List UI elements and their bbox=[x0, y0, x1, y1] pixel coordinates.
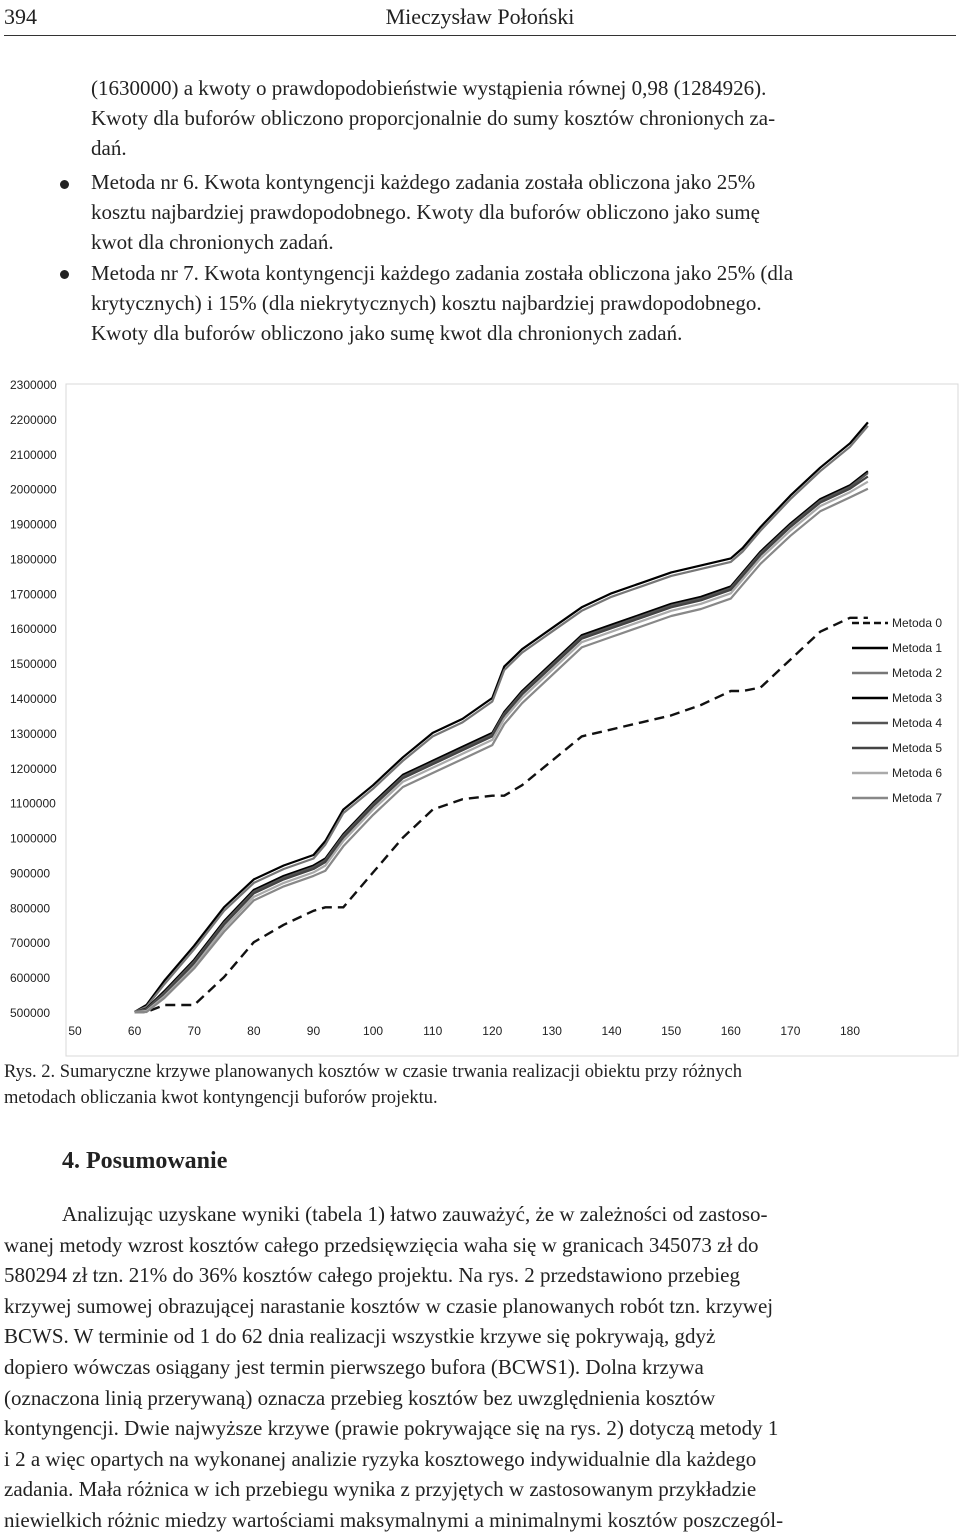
caption-line: metodach obliczania kwot kontyngencji buforów projektu. bbox=[4, 1088, 438, 1108]
x-tick-label: 100 bbox=[363, 1024, 384, 1038]
x-tick-label: 60 bbox=[127, 1024, 142, 1038]
y-tick-label: 1500000 bbox=[10, 657, 57, 672]
y-tick-label: 1700000 bbox=[10, 587, 57, 602]
body-paragraph bbox=[4, 1199, 958, 1536]
x-tick-label: 140 bbox=[601, 1024, 622, 1038]
y-tick-label: 2000000 bbox=[10, 482, 57, 497]
legend-label: Metoda 4 bbox=[892, 716, 943, 730]
running-head-author: Mieczysław Połoński bbox=[385, 4, 575, 29]
y-tick-label: 1000000 bbox=[10, 831, 57, 846]
x-tick-label: 130 bbox=[541, 1024, 562, 1038]
list-continuation-line: Kwoty dla buforów obliczono proporcjonalnie do sumy kosztów chronionych za- bbox=[91, 106, 776, 130]
list-item-method-6-line: kosztu najbardziej prawdopodobnego. Kwoty dla buforów obliczono jako sumę bbox=[91, 200, 760, 224]
x-tick-label: 170 bbox=[780, 1024, 801, 1038]
legend-label: Metoda 0 bbox=[892, 616, 943, 630]
body-line: niewielkich różnic miedzy wartościami maksymalnymi a minimalnymi kosztów poszczegól- bbox=[4, 1507, 784, 1532]
body-line: BCWS. W terminie od 1 do 62 dnia realizacji wszystkie krzywe się pokrywają, gdyż bbox=[4, 1324, 716, 1349]
legend-label: Metoda 5 bbox=[892, 741, 943, 755]
legend-label: Metoda 1 bbox=[892, 641, 943, 655]
y-tick-label: 700000 bbox=[10, 936, 51, 951]
legend-label: Metoda 6 bbox=[892, 766, 943, 780]
y-tick-label: 1300000 bbox=[10, 726, 57, 741]
x-tick-label: 150 bbox=[661, 1024, 682, 1038]
y-tick-label: 600000 bbox=[10, 971, 51, 986]
cumulative-cost-chart bbox=[0, 362, 960, 1058]
y-tick-label: 1600000 bbox=[10, 622, 57, 637]
x-tick-label: 110 bbox=[423, 1024, 443, 1038]
bullet-marker bbox=[60, 270, 69, 279]
list-item-method-6-line: kwot dla chronionych zadań. bbox=[91, 230, 334, 254]
legend-label: Metoda 2 bbox=[892, 666, 943, 680]
x-tick-label: 80 bbox=[247, 1024, 261, 1038]
list-item-method-7-line: krytycznych) i 15% (dla niekrytycznych) kosztu najbardziej prawdopodobnego. bbox=[91, 291, 762, 315]
caption-line: Rys. 2. Sumaryczne krzywe planowanych kosztów w czasie trwania realizacji obiektu przy różnych bbox=[4, 1062, 742, 1082]
list-continuation-line: (1630000) a kwoty o prawdopodobieństwie wystąpienia równej 0,98 (1284926). bbox=[91, 76, 767, 100]
legend-label: Metoda 7 bbox=[892, 791, 943, 805]
y-tick-label: 1400000 bbox=[10, 692, 57, 706]
body-line: 580294 zł tzn. 21% do 36% kosztów całego projektu. Na rys. 2 przedstawiono przebieg bbox=[4, 1263, 740, 1288]
x-tick-label: 160 bbox=[720, 1024, 741, 1038]
y-tick-label: 900000 bbox=[10, 866, 51, 881]
list-item-method-7-line: Metoda nr 7. Kwota kontyngencji każdego zadania została obliczona jako 25% (dla bbox=[91, 261, 794, 285]
page-header bbox=[0, 0, 960, 38]
list-item-method-6-line: Metoda nr 6. Kwota kontyngencji każdego zadania została obliczona jako 25% bbox=[91, 170, 756, 194]
y-tick-label: 500000 bbox=[10, 1006, 51, 1020]
body-line: (oznaczona linią przerywaną) oznacza przebieg kosztów bez uwzględnienia kosztów bbox=[4, 1385, 716, 1410]
bullet-marker bbox=[60, 180, 69, 189]
y-tick-label: 1800000 bbox=[10, 552, 57, 567]
header-rule bbox=[4, 35, 956, 36]
y-tick-label: 1900000 bbox=[10, 517, 57, 532]
x-tick-label: 90 bbox=[306, 1024, 321, 1038]
body-line: kontyngencji. Dwie najwyższe krzywe (prawie pokrywające się na rys. 2) dotyczą metody 1 bbox=[4, 1416, 779, 1441]
x-tick-label: 50 bbox=[68, 1024, 82, 1038]
x-tick-label: 180 bbox=[839, 1024, 861, 1038]
body-line: dopiero wówczas osiągany jest termin pierwszego bufora (BCWS1). Dolna krzywa bbox=[4, 1354, 704, 1379]
figure-caption bbox=[4, 1059, 904, 1111]
body-line: wanej metody wzrost kosztów całego przedsięwzięcia waha się w granicach 345073 zł do bbox=[4, 1232, 759, 1257]
y-tick-label: 1100000 bbox=[10, 796, 56, 811]
y-tick-label: 2300000 bbox=[10, 378, 57, 392]
y-tick-label: 800000 bbox=[10, 901, 51, 916]
y-tick-label: 1200000 bbox=[10, 761, 57, 776]
list-continuation-line: dań. bbox=[91, 136, 127, 160]
y-tick-label: 2100000 bbox=[10, 447, 57, 462]
legend-label: Metoda 3 bbox=[892, 691, 943, 705]
list-item-method-7-line: Kwoty dla buforów obliczono jako sumę kwot dla chronionych zadań. bbox=[91, 321, 683, 345]
body-line: zadania. Mała różnica w ich przebiegu wynika z przyjętych w zastosowanym przykładzie bbox=[4, 1477, 757, 1502]
y-tick-label: 2200000 bbox=[10, 412, 57, 427]
x-tick-label: 70 bbox=[187, 1024, 201, 1038]
body-line: krzywej sumowej obrazującej narastanie kosztów w czasie planowanych robót tzn. krzywej bbox=[4, 1293, 774, 1318]
body-line: i 2 a więc opartych na wykonanej analizie ryzyka kosztowego indywidualnie dla każdego bbox=[4, 1446, 757, 1471]
section-heading: 4. Posumowanie bbox=[62, 1148, 228, 1174]
x-tick-label: 120 bbox=[482, 1024, 503, 1038]
body-line: Analizując uzyskane wyniki (tabela 1) łatwo zauważyć, że w zależności od zastoso- bbox=[62, 1202, 768, 1226]
page-number: 394 bbox=[4, 4, 37, 29]
